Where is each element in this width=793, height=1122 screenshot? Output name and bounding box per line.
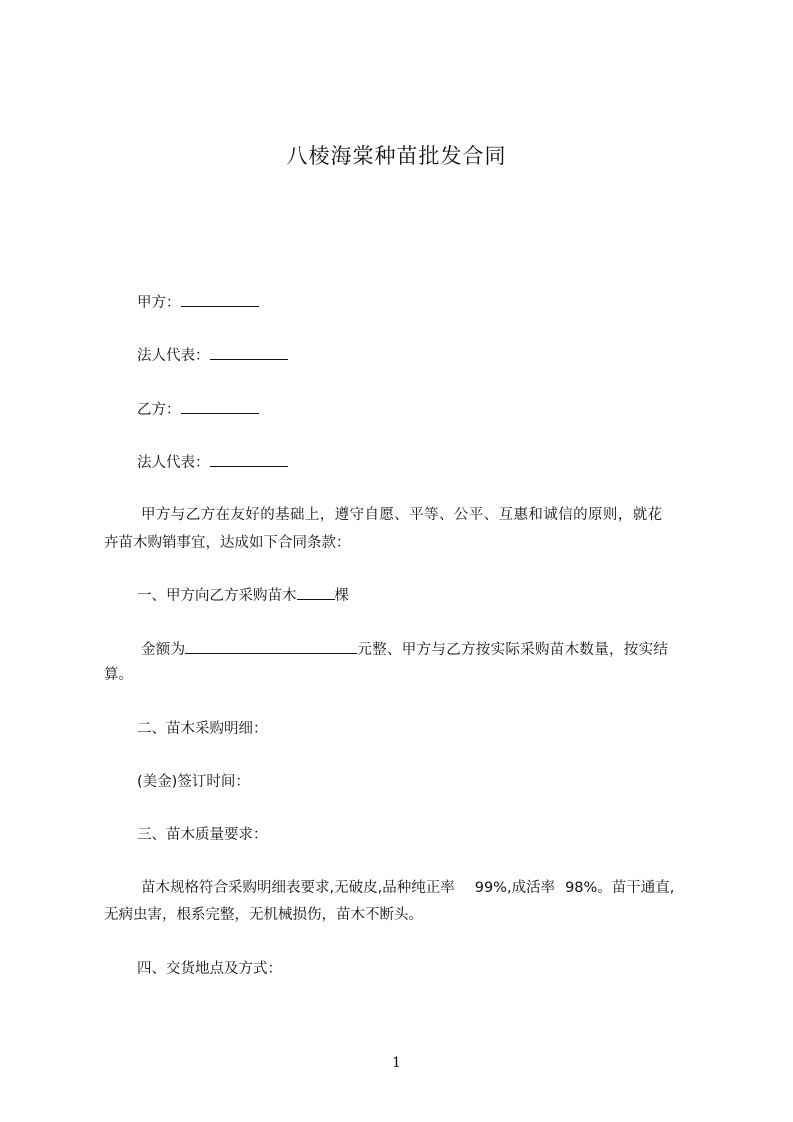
amount-blank: [185, 639, 357, 654]
quality-text-1: 苗木规格符合采购明细表要求,无破皮,品种纯正率: [141, 880, 455, 896]
quality-line-1: [0, 878, 793, 898]
party-b-label: 乙方：: [137, 402, 181, 418]
amount-label: 金额为: [141, 642, 186, 658]
section-1-unit: 棵: [334, 588, 349, 604]
section-4: 四、交货地点及方式：: [137, 961, 282, 977]
party-a-line: [0, 292, 793, 313]
party-b-rep-blank: [210, 452, 288, 467]
seedling-count-blank: [297, 585, 335, 600]
sign-time: (美金)签订时间：: [137, 774, 250, 790]
amount-text: 元整、甲方与乙方按实际采购苗木数量，按实结: [357, 642, 669, 658]
party-b-rep-line: [0, 452, 793, 473]
party-a-rep-line: [0, 345, 793, 366]
amount-line-2: 算。: [104, 667, 133, 683]
amount-line: [0, 639, 793, 660]
section-3: 三、苗木质量要求：: [137, 827, 268, 843]
page-number: 1: [392, 1055, 401, 1071]
section-2: 二、苗木采购明细：: [137, 721, 268, 737]
party-b-rep-label: 法人代表：: [137, 455, 210, 471]
quality-line-2: 无病虫害，根系完整，无机械损伤，苗木不断头。: [104, 907, 423, 923]
quality-text-3: 苗干通直,: [611, 880, 675, 896]
party-a-label: 甲方：: [137, 295, 181, 311]
party-a-rep-label: 法人代表：: [137, 348, 210, 364]
intro-line-2: 卉苗木购销事宜，达成如下合同条款：: [104, 535, 351, 551]
purity-rate: 99%,: [474, 880, 512, 896]
party-b-line: [0, 399, 793, 420]
intro-line-1: 甲方与乙方在友好的基础上，遵守自愿、平等、公平、互惠和诚信的原则，就花: [141, 507, 663, 523]
quality-text-2: 成活率: [511, 880, 556, 896]
survival-rate: 98%。: [565, 880, 612, 896]
party-a-rep-blank: [210, 345, 288, 360]
section-1: [0, 585, 793, 606]
party-b-blank: [181, 399, 259, 414]
section-1-text: 一、甲方向乙方采购苗木: [137, 588, 297, 604]
party-a-blank: [181, 292, 259, 307]
document-title: 八棱海棠种苗批发合同: [286, 144, 507, 168]
